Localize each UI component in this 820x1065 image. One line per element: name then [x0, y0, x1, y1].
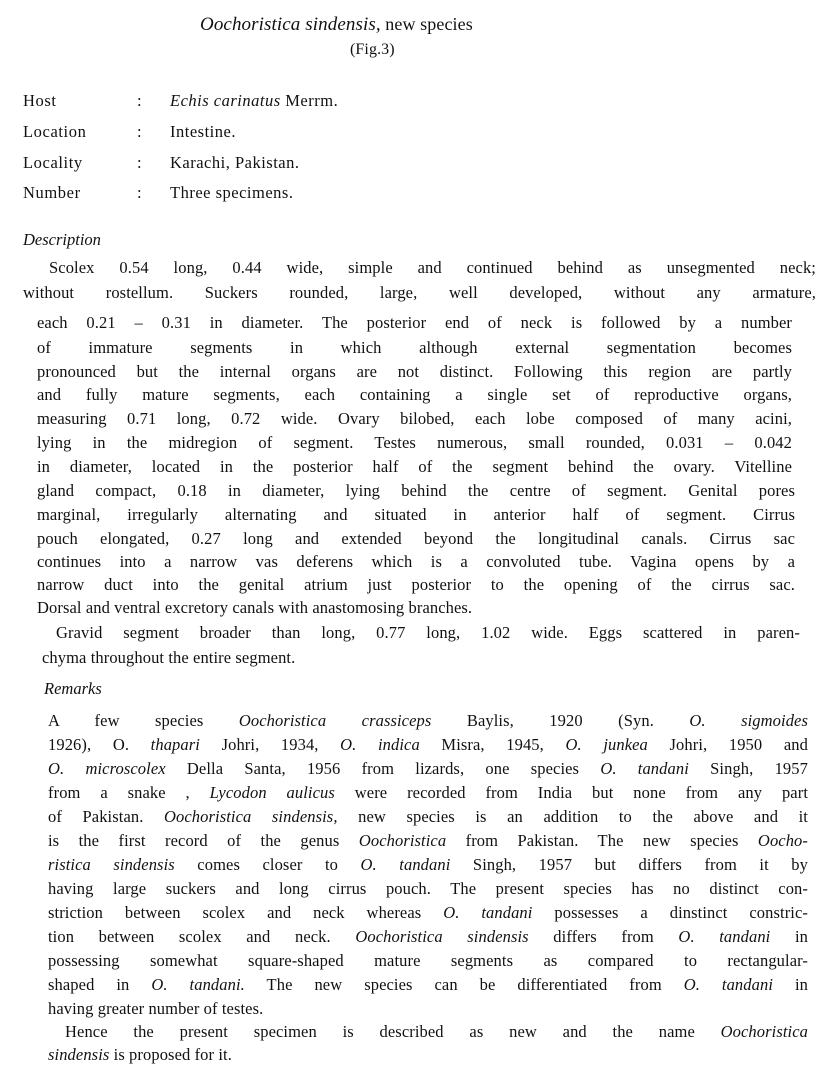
text-run: The new species can be differentiated from: [244, 975, 684, 994]
metadata-colon: :: [137, 91, 142, 110]
text-run: having greater number of testes.: [48, 999, 264, 1018]
italic-run: ristica sindensis: [48, 855, 175, 874]
metadata-colon: :: [137, 153, 142, 172]
italic-run: O. junkea: [565, 735, 648, 754]
italic-run: O. tandani: [678, 927, 771, 946]
text-line: narrow duct into the genital atrium just posterior to the opening of the cirrus sac.: [37, 575, 795, 594]
text-line: [48, 711, 808, 731]
text-line: pronounced but the internal organs are not distinct. Following this region are partly: [37, 362, 792, 381]
text-run: is proposed for it.: [109, 1045, 232, 1064]
text-run: possessing somewhat square-shaped mature segments as compared to rectangular-: [48, 951, 808, 970]
metadata-value: Karachi, Pakistan.: [170, 153, 300, 172]
italic-run: Lycodon aulicus: [209, 783, 335, 802]
text-line: continues into a narrow vas deferens which is a convoluted tube. Vagina opens by a: [37, 552, 795, 571]
metadata-label: Host: [23, 91, 57, 110]
text-line: of immature segments in which although external segmentation becomes: [37, 338, 792, 357]
host-species: Echis carinatus: [170, 91, 281, 110]
text-line: Gravid segment broader than long, 0.77 long, 1.02 wide. Eggs scattered in paren-: [56, 623, 800, 642]
species-name: Oochoristica sindensis,: [200, 14, 381, 35]
text-run: 1926), O.: [48, 735, 151, 754]
text-line: [48, 975, 808, 995]
text-line: [48, 999, 263, 1019]
text-run: shaped in: [48, 975, 152, 994]
text-run: Misra, 1945,: [419, 735, 566, 754]
text-line: [48, 951, 808, 971]
text-run: Singh, 1957 but differs from it by: [450, 855, 809, 874]
text-line: in diameter, located in the posterior half of the segment behind the ovary. Vitelline: [37, 457, 792, 476]
text-run: differs from: [528, 927, 679, 946]
text-line: [48, 831, 808, 851]
text-line: [48, 903, 808, 923]
italic-run: O. tandani: [683, 975, 774, 994]
italic-run: Oochoristica: [720, 1022, 808, 1041]
text-run: from Pakistan. The new species: [446, 831, 758, 850]
text-run: Singh, 1957: [688, 759, 808, 778]
italic-run: Oochoristica sindensis: [355, 927, 529, 946]
text-line: [48, 927, 808, 947]
italic-run: O. sigmoides: [689, 711, 808, 730]
metadata-value: Intestine.: [170, 122, 236, 141]
text-line: gland compact, 0.18 in diameter, lying behind the centre of segment. Genital pores: [37, 481, 795, 500]
host-authority: Merrm.: [280, 91, 339, 110]
text-run: is the first record of the genus: [48, 831, 359, 850]
italic-run: O. tandani.: [151, 975, 245, 994]
text-run: striction between scolex and neck whereas: [48, 903, 444, 922]
remarks-heading: Remarks: [44, 679, 102, 698]
text-run: Hence the present specimen is described as new and the name: [65, 1022, 721, 1041]
text-line: without rostellum. Suckers rounded, large, well developed, without any armature,: [23, 283, 816, 302]
text-run: were recorded from India but none from any part: [334, 783, 809, 802]
italic-run: Oochoristica crassiceps: [238, 711, 432, 730]
metadata-value: Three specimens.: [170, 183, 294, 202]
metadata-label: Number: [23, 183, 81, 202]
text-line: marginal, irregularly alternating and situated in anterior half of segment. Cirrus: [37, 505, 795, 524]
metadata-label: Location: [23, 122, 87, 141]
text-line: and fully mature segments, each containing a single set of reproductive organs,: [37, 385, 792, 404]
text-run: of Pakistan.: [48, 807, 164, 826]
metadata-label: Locality: [23, 153, 83, 172]
metadata-colon: :: [137, 122, 142, 141]
text-run: having large suckers and long cirrus pouch. The present species has no distinct con-: [48, 879, 808, 898]
text-line: [48, 735, 808, 755]
text-line: [65, 1022, 808, 1042]
text-line: [48, 783, 808, 803]
text-run: Baylis, 1920 (Syn.: [431, 711, 690, 730]
italic-run: Oochoristica: [358, 831, 447, 850]
italic-run: O. tandani: [443, 903, 533, 922]
text-run: from a snake ,: [48, 783, 210, 802]
text-line: [48, 1045, 232, 1065]
species-title: [200, 14, 473, 35]
figure-reference: (Fig.3): [350, 41, 395, 58]
text-line: [48, 855, 808, 875]
text-run: possesses a dinstinct constric-: [532, 903, 808, 922]
italic-run: O. indica: [340, 735, 420, 754]
text-line: Dorsal and ventral excretory canals with anastomosing branches.: [37, 598, 473, 617]
italic-run: Oochoristica sindensis,: [164, 807, 338, 826]
italic-run: O. tandani: [360, 855, 451, 874]
text-run: Johri, 1934,: [199, 735, 341, 754]
metadata-colon: :: [137, 183, 142, 202]
text-line: [48, 879, 808, 899]
italic-run: sindensis: [48, 1045, 110, 1064]
italic-run: thapari: [150, 735, 200, 754]
description-heading: Description: [23, 230, 101, 249]
text-line: [48, 759, 808, 779]
text-line: Scolex 0.54 long, 0.44 wide, simple and continued behind as unsegmented neck;: [49, 258, 816, 277]
text-run: A few species: [48, 711, 239, 730]
title-suffix: new species: [380, 14, 473, 34]
text-run: tion between scolex and neck.: [48, 927, 356, 946]
text-run: new species is an addition to the above and it: [337, 807, 808, 826]
text-line: [48, 807, 808, 827]
italic-run: O. microscolex: [48, 759, 166, 778]
italic-run: Oocho-: [757, 831, 809, 850]
text-run: Della Santa, 1956 from lizards, one species: [165, 759, 601, 778]
text-run: in: [773, 975, 808, 994]
text-line: lying in the midregion of segment. Testes numerous, small rounded, 0.031 – 0.042: [37, 433, 792, 452]
italic-run: O. tandani: [600, 759, 689, 778]
text-run: in: [770, 927, 808, 946]
text-line: each 0.21 – 0.31 in diameter. The posterior end of neck is followed by a number: [37, 313, 792, 332]
text-line: measuring 0.71 long, 0.72 wide. Ovary bilobed, each lobe composed of many acini,: [37, 409, 792, 428]
metadata-value: [170, 91, 338, 111]
text-run: comes closer to: [174, 855, 361, 874]
text-run: Johri, 1950 and: [647, 735, 808, 754]
text-line: chyma throughout the entire segment.: [42, 648, 296, 667]
text-line: pouch elongated, 0.27 long and extended beyond the longitudinal canals. Cirrus sac: [37, 529, 795, 548]
